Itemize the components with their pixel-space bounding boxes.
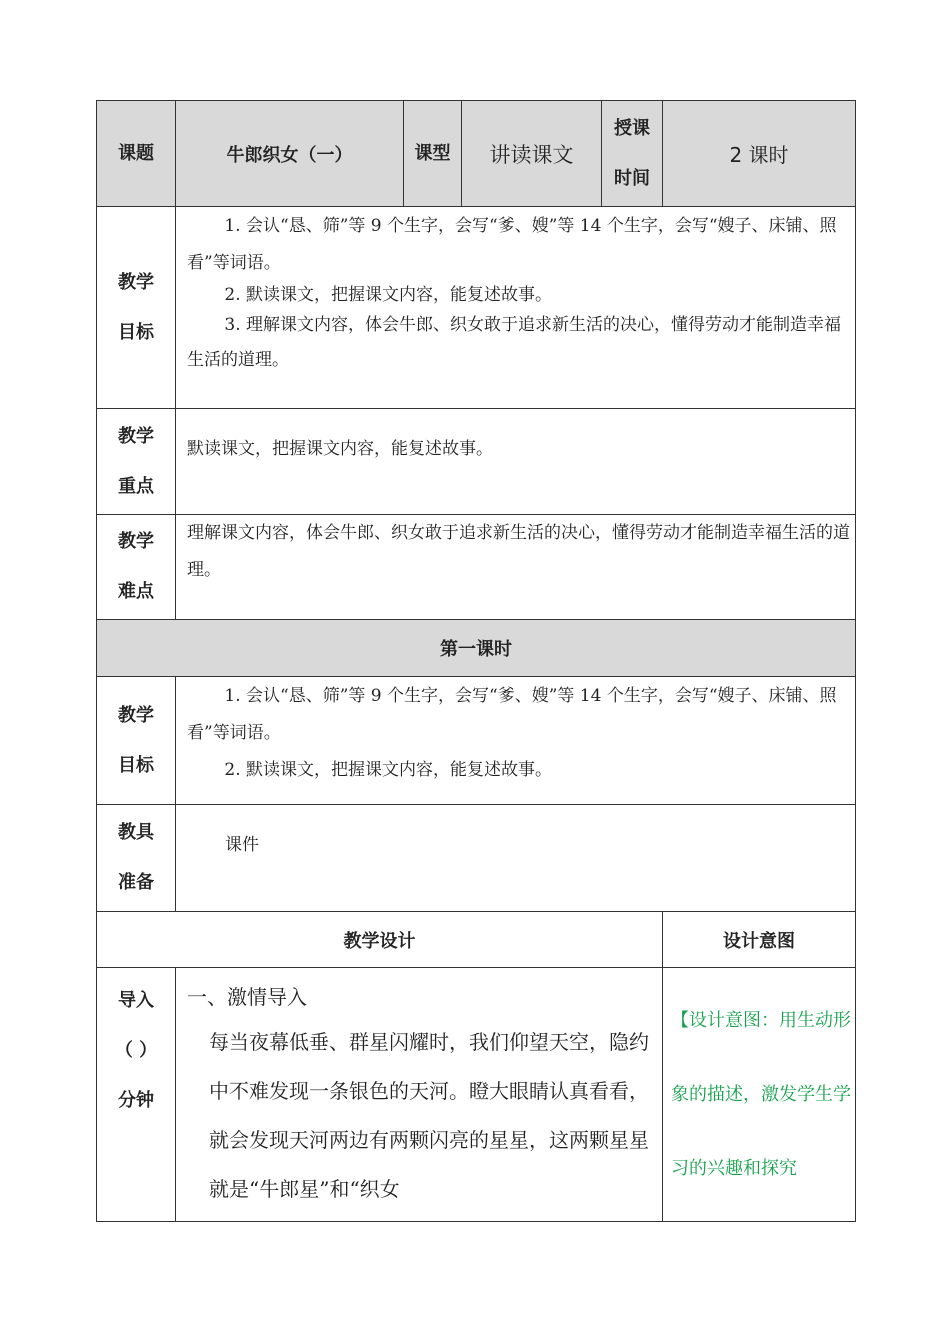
lesson1-goals-label [97,677,176,805]
lesson1-goals-label-line-2: 目标 [118,754,154,776]
focus-row [97,409,856,515]
topic-value: 牛郎织女（一） [176,101,404,207]
difficulty-row [97,515,856,620]
difficulty-content [176,515,856,620]
design-column-header: 教学设计 [97,912,663,968]
difficulty-text: 理解课文内容，体会牛郎、织女敢于追求新生活的决心，懂得劳动才能制造幸福生活的道理。 [187,523,850,580]
lesson-plan-table [96,100,856,1222]
intro-stage-line-1: 导入 [118,990,154,1011]
intro-design-content [176,968,663,1222]
time-label-line-1: 授课 [614,117,650,139]
intro-intent-content [663,968,856,1222]
focus-label [97,409,176,515]
design-content-row [97,968,856,1222]
goal-item: 1. 会认“恳、筛”等 9 个生字，会写“爹、嫂”等 14 个生字，会写“嫂子、床铺、照看”等词语。 [187,216,837,273]
tools-row [97,805,856,912]
goals-content [176,207,856,409]
header-row [97,101,856,207]
time-label [602,101,663,207]
difficulty-label [97,515,176,620]
intro-paragraph: 每当夜幕低垂、群星闪耀时，我们仰望天空，隐约中不难发现一条银色的天河。瞪大眼睛认真看看，就会发现天河两边有两颗闪亮的星星，这两颗星星就是“牛郎星”和“织女 [209,1030,649,1201]
intro-intent-text: 【设计意图：用生动形象的描述，激发学生学习的兴趣和探究 [671,1010,851,1179]
difficulty-label-line-1: 教学 [118,531,154,552]
focus-label-line-2: 重点 [118,475,154,497]
difficulty-label-line-2: 难点 [118,581,154,602]
tools-label-line-2: 准备 [118,872,154,893]
lesson1-title-row [97,620,856,677]
lesson1-title: 第一课时 [97,620,856,677]
tools-text: 课件 [225,835,259,855]
lesson1-goal-item: 2. 默读课文，把握课文内容，能复述故事。 [224,760,553,780]
goal-item: 3. 理解课文内容，体会牛郎、织女敢于追求新生活的决心，懂得劳动才能制造幸福生活的道理。 [187,315,842,370]
goal-item: 2. 默读课文，把握课文内容，能复述故事。 [224,285,553,305]
design-header-row [97,912,856,968]
goals-label [97,207,176,409]
focus-content [176,409,856,515]
focus-label-line-1: 教学 [118,425,154,447]
tools-label [97,805,176,912]
intro-heading: 一、激情导入 [187,985,307,1009]
intro-stage-line-3: 分钟 [118,1090,154,1111]
goals-row [97,207,856,409]
time-label-line-2: 时间 [614,167,650,189]
goals-label-line-2: 目标 [118,321,154,343]
lesson1-goals-row [97,677,856,805]
intent-column-header: 设计意图 [663,912,856,968]
intro-stage-label [97,968,176,1222]
tools-content [176,805,856,912]
tools-label-line-1: 教具 [118,822,154,843]
lesson1-goals-label-line-1: 教学 [118,704,154,726]
topic-label: 课题 [97,101,176,207]
lesson1-goal-item: 1. 会认“恳、筛”等 9 个生字，会写“爹、嫂”等 14 个生字，会写“嫂子、床铺、照看”等词语。 [187,686,837,743]
lesson1-goals-content [176,677,856,805]
intro-stage-line-2: （ ） [114,1040,158,1061]
lesson-plan-sheet [96,100,855,1222]
focus-text: 默读课文，把握课文内容，能复述故事。 [187,439,493,459]
time-value: 2 课时 [663,101,856,207]
type-value: 讲读课文 [462,101,602,207]
goals-label-line-1: 教学 [118,271,154,293]
type-label: 课型 [404,101,462,207]
